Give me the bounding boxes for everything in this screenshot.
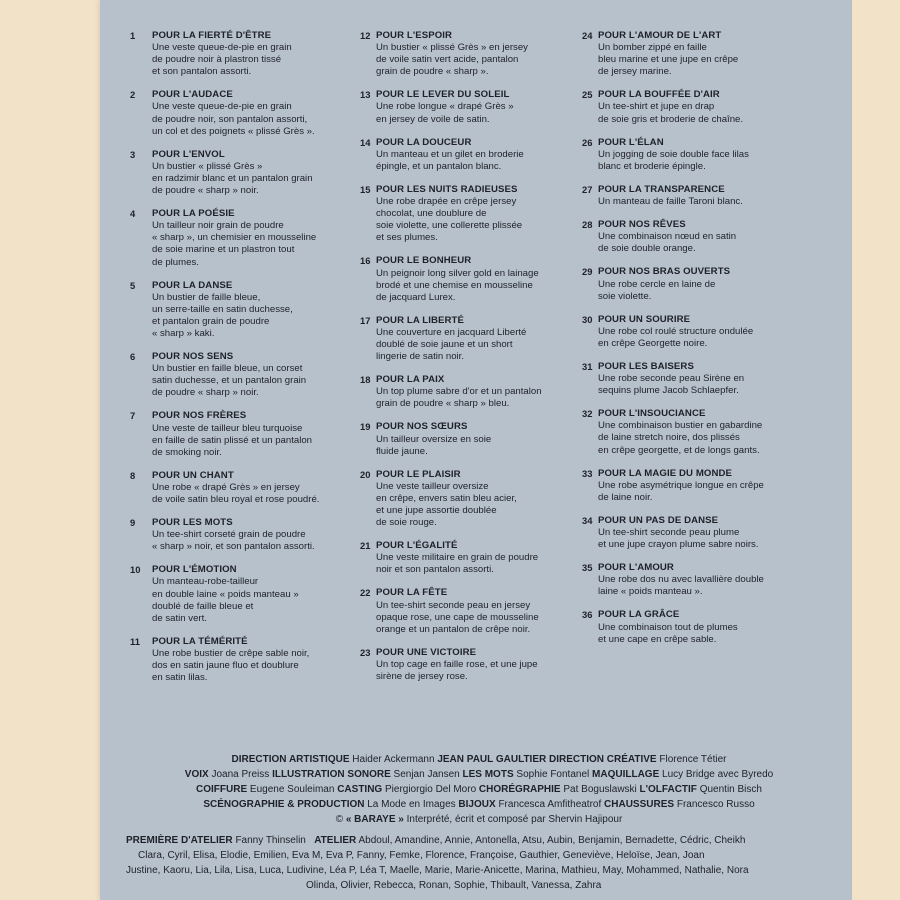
- look-number: 23: [360, 646, 371, 658]
- credits-line-2: [108, 767, 850, 782]
- look-item: [126, 149, 348, 197]
- credit-role: JEAN PAUL GAULTIER DIRECTION CRÉATIVE: [437, 754, 657, 765]
- credit-name: Sophie Fontanel: [516, 769, 590, 780]
- look-number: 14: [360, 136, 371, 148]
- look-item: [578, 30, 798, 78]
- look-text: [376, 30, 576, 78]
- credit-role: LES MOTS: [462, 769, 514, 780]
- credit-name: Francesco Russo: [676, 799, 755, 810]
- look-number: 7: [130, 410, 136, 422]
- look-title: POUR NOS SŒURS: [376, 421, 468, 433]
- look-title: POUR L'ESPOIR: [376, 30, 453, 41]
- look-description: Une veste queue-de-pie en grain de poudre noir, son pantalon assorti, un col et des poignets « plissé Grès ».: [152, 101, 315, 137]
- credit-name: Piergiorgio Del Moro: [384, 784, 477, 795]
- look-number: 13: [360, 89, 371, 101]
- look-text: [152, 89, 348, 137]
- look-description: Un manteau et un gilet en broderie épingle, et un pantalon blanc.: [376, 148, 524, 172]
- look-number: 10: [130, 564, 141, 576]
- credits-line-5: [108, 812, 850, 827]
- look-number: 16: [360, 255, 371, 267]
- look-description: Un tailleur noir grain de poudre « sharp », un chemisier en mousseline de soie marine et un plastron tout de plumes.: [152, 220, 317, 268]
- atelier-names-1: Abdoul, Amandine, Annie, Antonella, Atsu, Aubin, Benjamin, Bernadette, Cédric, Cheikh: [358, 835, 746, 846]
- credit-role: DIRECTION ARTISTIQUE: [231, 754, 350, 765]
- look-title: POUR NOS BRAS OUVERTS: [598, 266, 731, 278]
- look-text: [152, 517, 348, 553]
- credits-block: [108, 752, 850, 827]
- atelier-team: [126, 833, 806, 893]
- look-text: [598, 184, 798, 208]
- look-description: Une veste tailleur oversize en crêpe, envers satin bleu acier, et une jupe assortie doublée de soie rouge.: [376, 480, 517, 529]
- look-title: POUR LA TRANSPARENCE: [598, 183, 725, 195]
- credit-role: MAQUILLAGE: [592, 769, 660, 780]
- credits-line-1: [108, 752, 850, 767]
- look-number: 15: [360, 183, 371, 195]
- look-text: [598, 89, 798, 125]
- look-number: 21: [360, 540, 371, 552]
- look-title: POUR UNE VICTOIRE: [376, 646, 477, 658]
- look-text: [152, 564, 348, 624]
- look-title: POUR L'AMOUR DE L'ART: [598, 30, 722, 41]
- look-title: POUR L'ÉMOTION: [152, 564, 237, 576]
- look-item: [578, 408, 798, 456]
- look-item: [356, 255, 576, 303]
- look-description: Un bustier « plissé Grès » en radzimir blanc et un pantalon grain de poudre « sharp » noir.: [152, 160, 313, 197]
- look-number: 11: [130, 635, 140, 647]
- looks-column-1: [126, 30, 348, 695]
- look-title: POUR LE BONHEUR: [376, 255, 472, 267]
- look-number: 32: [582, 408, 593, 420]
- look-title: POUR LA POÉSIE: [152, 208, 235, 220]
- look-text: [152, 351, 348, 399]
- look-title: POUR LA LIBERTÉ: [376, 314, 465, 326]
- look-title: POUR LA TÉMÉRITÉ: [152, 635, 248, 647]
- look-title: POUR NOS FRÈRES: [152, 410, 247, 422]
- song-title: « BARAYE »: [345, 814, 404, 825]
- look-number: 27: [582, 183, 593, 195]
- look-item: [578, 219, 798, 255]
- look-title: POUR LA FÊTE: [376, 587, 448, 599]
- look-description: Une robe cercle en laine de soie violette.: [598, 278, 716, 302]
- look-description: Une robe dos nu avec lavallière double laine « poids manteau ».: [598, 574, 764, 598]
- atelier-label: ATELIER: [314, 835, 357, 846]
- look-text: [598, 30, 798, 78]
- look-description: Un tee-shirt seconde peau en jersey opaque rose, une cape de mousseline orange et un pantalon de crêpe noir.: [376, 599, 539, 635]
- credits-line-4: [108, 797, 850, 812]
- look-item: [356, 587, 576, 635]
- look-title: POUR LA GRÂCE: [598, 609, 680, 621]
- look-title: POUR L'AUDACE: [152, 89, 233, 101]
- look-item: [578, 609, 798, 645]
- look-number: 25: [582, 89, 593, 101]
- look-description: Un top plume sabre d'or et un pantalon grain de poudre « sharp » bleu.: [376, 386, 542, 410]
- look-number: 2: [130, 89, 136, 101]
- look-text: [598, 408, 798, 456]
- look-item: [578, 266, 798, 302]
- look-item: [356, 30, 576, 78]
- look-text: [598, 314, 798, 350]
- look-text: [598, 515, 798, 551]
- look-number: 5: [130, 279, 136, 291]
- look-title: POUR LE PLAISIR: [376, 468, 461, 480]
- look-item: [356, 421, 576, 457]
- look-title: POUR LA MAGIE DU MONDE: [598, 467, 733, 479]
- look-title: POUR L'ENVOL: [152, 148, 225, 160]
- look-item: [126, 636, 348, 684]
- look-text: [598, 562, 798, 598]
- look-title: POUR LA BOUFFÉE D'AIR: [598, 89, 720, 101]
- team-line-4: Olinda, Olivier, Rebecca, Ronan, Sophie, Thibault, Vanessa, Zahra: [306, 880, 602, 891]
- look-description: Un tee-shirt corseté grain de poudre « sharp » noir, et son pantalon assorti.: [152, 529, 315, 553]
- look-description: Une robe longue « drapé Grès » en jersey de voile de satin.: [376, 101, 514, 125]
- look-text: [152, 280, 348, 340]
- credit-name: Lucy Bridge avec Byredo: [662, 769, 774, 780]
- look-description: Un manteau de faille Taroni blanc.: [598, 196, 743, 208]
- look-item: [126, 89, 348, 137]
- look-description: Une combinaison nœud en satin de soie double orange.: [598, 231, 737, 255]
- looks-column-3: [578, 30, 798, 657]
- credit-name: Pat Boguslawski: [563, 784, 637, 795]
- look-number: 36: [582, 609, 593, 621]
- look-description: Une couverture en jacquard Liberté doublé de soie jaune et un short lingerie de satin noir.: [376, 326, 527, 363]
- look-text: [598, 219, 798, 255]
- look-number: 4: [130, 208, 136, 220]
- look-text: [376, 315, 576, 363]
- look-description: Une veste de tailleur bleu turquoise en faille de satin plissé et un pantalon de smoking noir.: [152, 422, 313, 458]
- look-number: 24: [582, 30, 593, 41]
- look-text: [376, 647, 576, 683]
- credit-role: CHORÉGRAPHIE: [478, 784, 561, 795]
- look-title: POUR L'AMOUR: [598, 562, 674, 574]
- look-number: 12: [360, 30, 371, 41]
- look-title: POUR NOS SENS: [152, 351, 234, 363]
- song-credit: Interprété, écrit et composé par Shervin Hajipour: [406, 814, 623, 825]
- team-line-3: Justine, Kaoru, Lia, Lila, Lisa, Luca, Ludivine, Léa P, Léa T, Maelle, Marie, Marie-Anicette, Marina, Mathieu, May, Mohammed, Nathalie, Nora: [126, 865, 749, 876]
- team-line-1: [126, 833, 806, 848]
- look-number: 6: [130, 351, 136, 363]
- look-title: POUR NOS RÊVES: [598, 219, 686, 231]
- look-description: Un tee-shirt et jupe en drap de soie gris et broderie de chaîne.: [598, 101, 744, 125]
- look-text: [598, 468, 798, 504]
- look-text: [376, 421, 576, 457]
- credit-role: SCÉNOGRAPHIE & PRODUCTION: [203, 799, 365, 810]
- look-title: POUR LA FIERTÉ D'ÊTRE: [152, 30, 272, 41]
- team-line-2: Clara, Cyril, Elisa, Elodie, Emilien, Eva M, Eva P, Fanny, Femke, Florence, Françoise, Gauthier, Geneviève, Heloïse, Jean, Joan: [138, 850, 705, 861]
- credit-role: VOIX: [184, 769, 209, 780]
- look-number: 34: [582, 514, 593, 526]
- credit-role: CHAUSSURES: [604, 799, 675, 810]
- look-description: Un bustier « plissé Grès » en jersey de voile satin vert acide, pantalon grain de poudre « sharp ».: [376, 42, 528, 78]
- look-number: 1: [130, 30, 136, 41]
- look-item: [126, 351, 348, 399]
- credit-name: Francesca Amfitheatrof: [498, 799, 602, 810]
- look-number: 18: [360, 374, 371, 386]
- look-number: 28: [582, 219, 593, 231]
- look-item: [126, 564, 348, 624]
- look-item: [356, 469, 576, 529]
- look-item: [356, 89, 576, 125]
- look-description: Une robe seconde peau Sirène en sequins plume Jacob Schlaepfer.: [598, 373, 745, 397]
- premiere-label: PREMIÈRE D'ATELIER: [126, 835, 233, 846]
- credit-role: L'OLFACTIF: [639, 784, 697, 795]
- credit-name: Joana Preiss: [211, 769, 270, 780]
- look-item: [126, 280, 348, 340]
- look-text: [376, 374, 576, 410]
- look-item: [126, 517, 348, 553]
- look-description: Un manteau-robe-tailleur en double laine « poids manteau » doublé de faille bleue et de satin vert.: [152, 576, 299, 624]
- look-title: POUR UN CHANT: [152, 469, 234, 481]
- copyright-symbol: ©: [335, 814, 344, 825]
- look-number: 30: [582, 313, 593, 325]
- look-text: [598, 266, 798, 302]
- look-text: [152, 30, 348, 78]
- look-number: 29: [582, 266, 593, 278]
- credit-role: BIJOUX: [458, 799, 496, 810]
- look-description: Une veste queue-de-pie en grain de poudre noir à plastron tissé et son pantalon assorti.: [152, 42, 292, 78]
- look-text: [376, 89, 576, 125]
- look-description: Une robe bustier de crêpe sable noir, dos en satin jaune fluo et doublure en satin lilas.: [152, 647, 310, 684]
- look-description: Un bustier de faille bleue, un serre-taille en satin duchesse, et pantalon grain de poudre « sharp » kaki.: [152, 291, 293, 339]
- look-description: Un top cage en faille rose, et une jupe sirène de jersey rose.: [376, 658, 538, 683]
- credit-role: COIFFURE: [196, 784, 248, 795]
- look-text: [376, 137, 576, 173]
- look-number: 26: [582, 136, 593, 148]
- look-description: Une combinaison bustier en gabardine de laine stretch noire, dos plissés en crêpe georgette, et de longs gants.: [598, 420, 763, 456]
- look-item: [126, 208, 348, 268]
- premiere-name: Fanny Thinselin: [235, 835, 306, 846]
- look-number: 22: [360, 587, 371, 599]
- look-item: [578, 184, 798, 208]
- look-text: [376, 540, 576, 576]
- credit-name: Florence Tétier: [659, 754, 727, 765]
- look-number: 3: [130, 148, 136, 160]
- look-item: [578, 515, 798, 551]
- look-description: Un peignoir long silver gold en lainage brodé et une chemise en mousseline de jacquard Lurex.: [376, 267, 539, 303]
- look-item: [356, 137, 576, 173]
- look-title: POUR UN SOURIRE: [598, 313, 691, 325]
- look-title: POUR L'INSOUCIANCE: [598, 408, 706, 420]
- look-text: [598, 609, 798, 645]
- credit-name: Senjan Jansen: [393, 769, 460, 780]
- credit-name: Haider Ackermann: [352, 754, 435, 765]
- look-description: Un bustier en faille bleue, un corset satin duchesse, et un pantalon grain de poudre « sharp » noir.: [152, 363, 307, 399]
- look-number: 8: [130, 469, 136, 481]
- look-item: [578, 314, 798, 350]
- look-item: [578, 89, 798, 125]
- credits-line-3: [108, 782, 850, 797]
- look-text: [376, 587, 576, 635]
- look-item: [578, 361, 798, 397]
- look-description: Un bomber zippé en faille bleu marine et une jupe en crêpe de jersey marine.: [598, 42, 739, 78]
- look-text: [376, 469, 576, 529]
- look-item: [126, 470, 348, 506]
- look-description: Une robe « drapé Grès » en jersey de voile satin bleu royal et rose poudré.: [152, 481, 320, 505]
- look-number: 17: [360, 314, 371, 326]
- look-number: 9: [130, 517, 136, 529]
- look-number: 31: [582, 360, 593, 372]
- look-description: Une robe asymétrique longue en crêpe de laine noir.: [598, 479, 764, 503]
- look-item: [126, 30, 348, 78]
- look-number: 33: [582, 467, 593, 479]
- look-description: Un tailleur oversize en soie fluide jaune.: [376, 433, 492, 457]
- look-title: POUR LES NUITS RADIEUSES: [376, 183, 518, 195]
- look-number: 19: [360, 421, 371, 433]
- look-title: POUR L'ÉLAN: [598, 136, 664, 148]
- look-title: POUR UN PAS DE DANSE: [598, 514, 719, 526]
- look-text: [152, 470, 348, 506]
- look-text: [152, 410, 348, 458]
- look-text: [376, 184, 576, 244]
- look-text: [152, 636, 348, 684]
- look-item: [578, 562, 798, 598]
- look-item: [126, 410, 348, 458]
- look-title: POUR LES MOTS: [152, 517, 233, 529]
- look-description: Un tee-shirt seconde peau plume et une jupe crayon plume sabre noirs.: [598, 527, 759, 551]
- look-text: [152, 149, 348, 197]
- look-text: [376, 255, 576, 303]
- look-description: Une robe drapée en crêpe jersey chocolat, une doublure de soie violette, une collerette plissée et ses plumes.: [376, 196, 523, 244]
- credit-role: CASTING: [337, 784, 383, 795]
- look-title: POUR LES BAISERS: [598, 360, 694, 372]
- credit-name: Eugene Souleiman: [249, 784, 335, 795]
- looks-column-2: [356, 30, 576, 694]
- look-title: POUR LA DOUCEUR: [376, 136, 472, 148]
- look-item: [356, 315, 576, 363]
- look-item: [578, 468, 798, 504]
- look-item: [356, 540, 576, 576]
- look-title: POUR L'ÉGALITÉ: [376, 540, 458, 552]
- credit-name: La Mode en Images: [367, 799, 456, 810]
- look-text: [598, 137, 798, 173]
- look-number: 35: [582, 562, 593, 574]
- look-item: [356, 647, 576, 683]
- credit-name: Quentin Bisch: [699, 784, 762, 795]
- look-number: 20: [360, 468, 371, 480]
- look-description: Une veste militaire en grain de poudre noir et son pantalon assorti.: [376, 552, 539, 576]
- look-description: Une robe col roulé structure ondulée en crêpe Georgette noire.: [598, 325, 754, 349]
- look-description: Un jogging de soie double face lilas blanc et broderie épingle.: [598, 148, 749, 172]
- look-title: POUR LE LEVER DU SOLEIL: [376, 89, 510, 101]
- look-item: [356, 374, 576, 410]
- look-title: POUR LA DANSE: [152, 279, 233, 291]
- look-description: Une combinaison tout de plumes et une cape en crêpe sable.: [598, 621, 738, 645]
- look-text: [152, 208, 348, 268]
- credit-role: ILLUSTRATION SONORE: [272, 769, 391, 780]
- look-title: POUR LA PAIX: [376, 374, 445, 386]
- look-item: [356, 184, 576, 244]
- look-text: [598, 361, 798, 397]
- look-item: [578, 137, 798, 173]
